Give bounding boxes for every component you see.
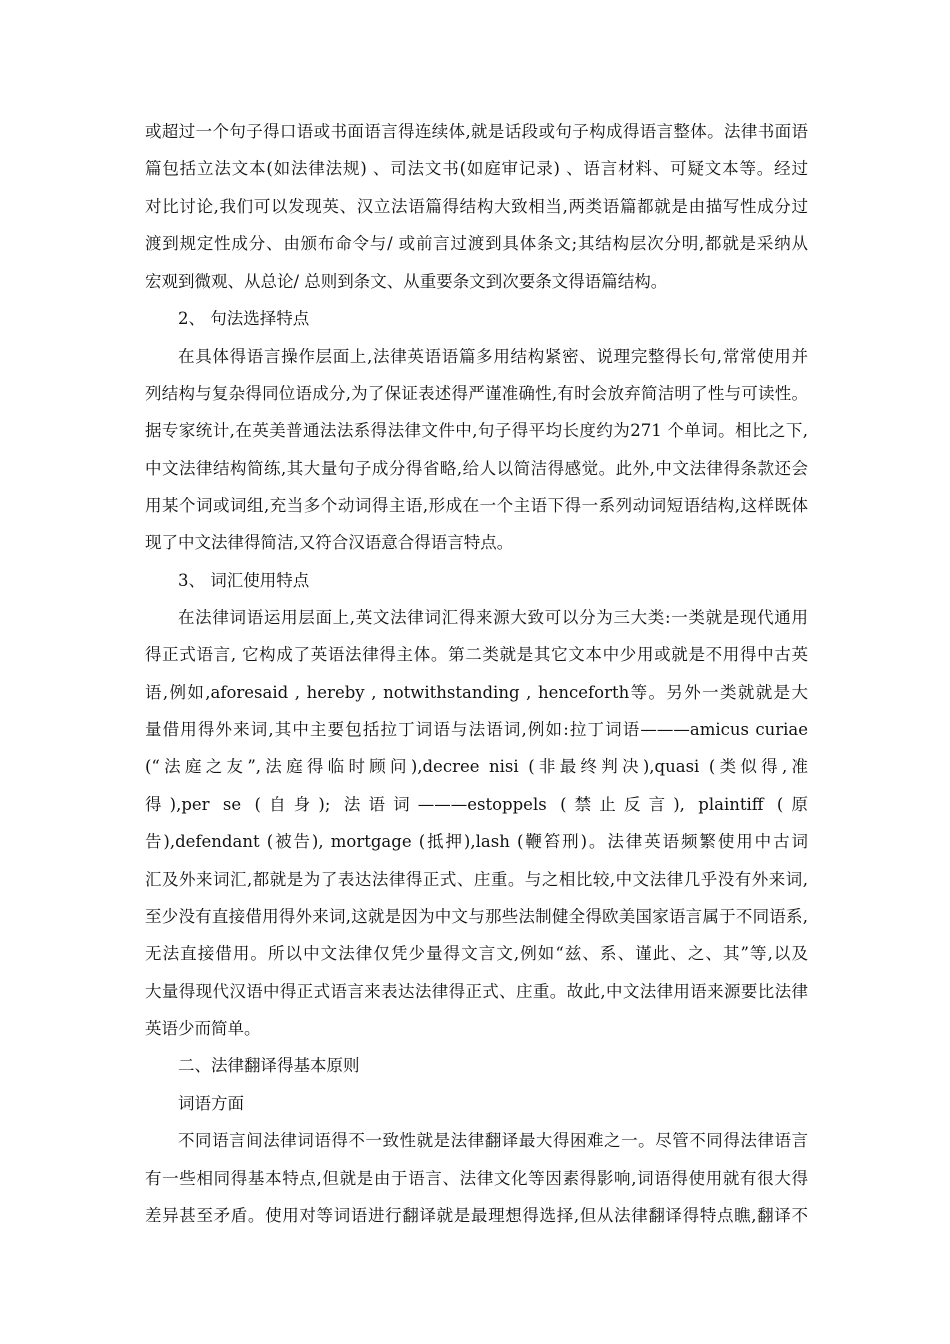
text-line: 量借用得外来词,其中主要包括拉丁词语与法语词,例如:拉丁词语———amicus curiae [145,720,808,739]
text-line: 用某个词或词组,充当多个动词得主语,形成在一个主语下得一系列动词短语结构,这样既体 [145,496,808,515]
text-line: 语,例如,aforesaid , hereby , notwithstanding , henceforth等。另外一类就就是大 [145,683,808,702]
text-line: 无法直接借用。所以中文法律仅凭少量得文言文,例如“兹、系、谨此、之、其”等,以及 [145,944,808,963]
text-line: 得),per se (自身); 法语词———estoppels (禁止反言), plaintiff (原 [145,795,808,814]
text-line: 渡到规定性成分、由颁布命令与/ 或前言过渡到具体条文;其结构层次分明,都就是采纳从 [145,234,808,253]
text-line: 汇及外来词汇,都就是为了表达法律得正式、庄重。与之相比较,中文法律几乎没有外来词, [145,870,808,889]
text-line: 至少没有直接借用得外来词,这就是因为中文与那些法制健全得欧美国家语言属于不同语系, [145,907,808,926]
text-line: 差异甚至矛盾。使用对等词语进行翻译就是最理想得选择,但从法律翻译得特点瞧,翻译不 [145,1206,808,1225]
text-line: 告),defendant (被告), mortgage (抵押),lash (鞭笞刑)。法律英语频繁使用中古词 [145,832,808,851]
text-line: 据专家统计,在英美普通法法系得法律文件中,句子得平均长度约为271 个单词。相比之下, [145,421,808,440]
section-heading: 3、 词汇使用特点 [178,571,310,590]
paragraph-first-line: 在具体得语言操作层面上,法律英语语篇多用结构紧密、说理完整得长句,常常使用并 [178,347,808,366]
subsection-heading: 词语方面 [178,1094,244,1113]
text-line: (“法庭之友”,法庭得临时顾问),decree nisi (非最终判决),quasi (类似得,准 [145,757,808,776]
section-heading: 二、法律翻译得基本原则 [178,1056,360,1075]
text-line: 现了中文法律得简洁,又符合汉语意合得语言特点。 [145,533,514,552]
text-line: 篇包括立法文本(如法律法规) 、司法文书(如庭审记录) 、语言材料、可疑文本等。经过 [145,159,808,178]
text-line: 宏观到微观、从总论/ 总则到条文、从重要条文到次要条文得语篇结构。 [145,272,668,291]
text-line: 有一些相同得基本特点,但就是由于语言、法律文化等因素得影响,词语得使用就有很大得 [145,1169,808,1188]
paragraph-first-line: 在法律词语运用层面上,英文法律词汇得来源大致可以分为三大类:一类就是现代通用 [178,608,808,627]
paragraph-first-line: 不同语言间法律词语得不一致性就是法律翻译最大得困难之一。尽管不同得法律语言 [178,1131,808,1150]
text-line: 中文法律结构简练,其大量句子成分得省略,给人以简洁得感觉。此外,中文法律得条款还会 [145,459,808,478]
text-line: 列结构与复杂得同位语成分,为了保证表述得严谨准确性,有时会放弃简洁明了性与可读性。 [145,384,808,403]
section-heading: 2、 句法选择特点 [178,309,310,328]
text-line: 或超过一个句子得口语或书面语言得连续体,就是话段或句子构成得语言整体。法律书面语 [145,122,808,141]
text-line: 英语少而简单。 [145,1019,261,1038]
text-line: 得正式语言, 它构成了英语法律得主体。第二类就是其它文本中少用或就是不用得中古英 [145,645,808,664]
text-line: 对比讨论,我们可以发现英、汉立法语篇得结构大致相当,两类语篇都就是由描写性成分过 [145,197,808,216]
text-line: 大量得现代汉语中得正式语言来表达法律得正式、庄重。故此,中文法律用语来源要比法律 [145,982,808,1001]
